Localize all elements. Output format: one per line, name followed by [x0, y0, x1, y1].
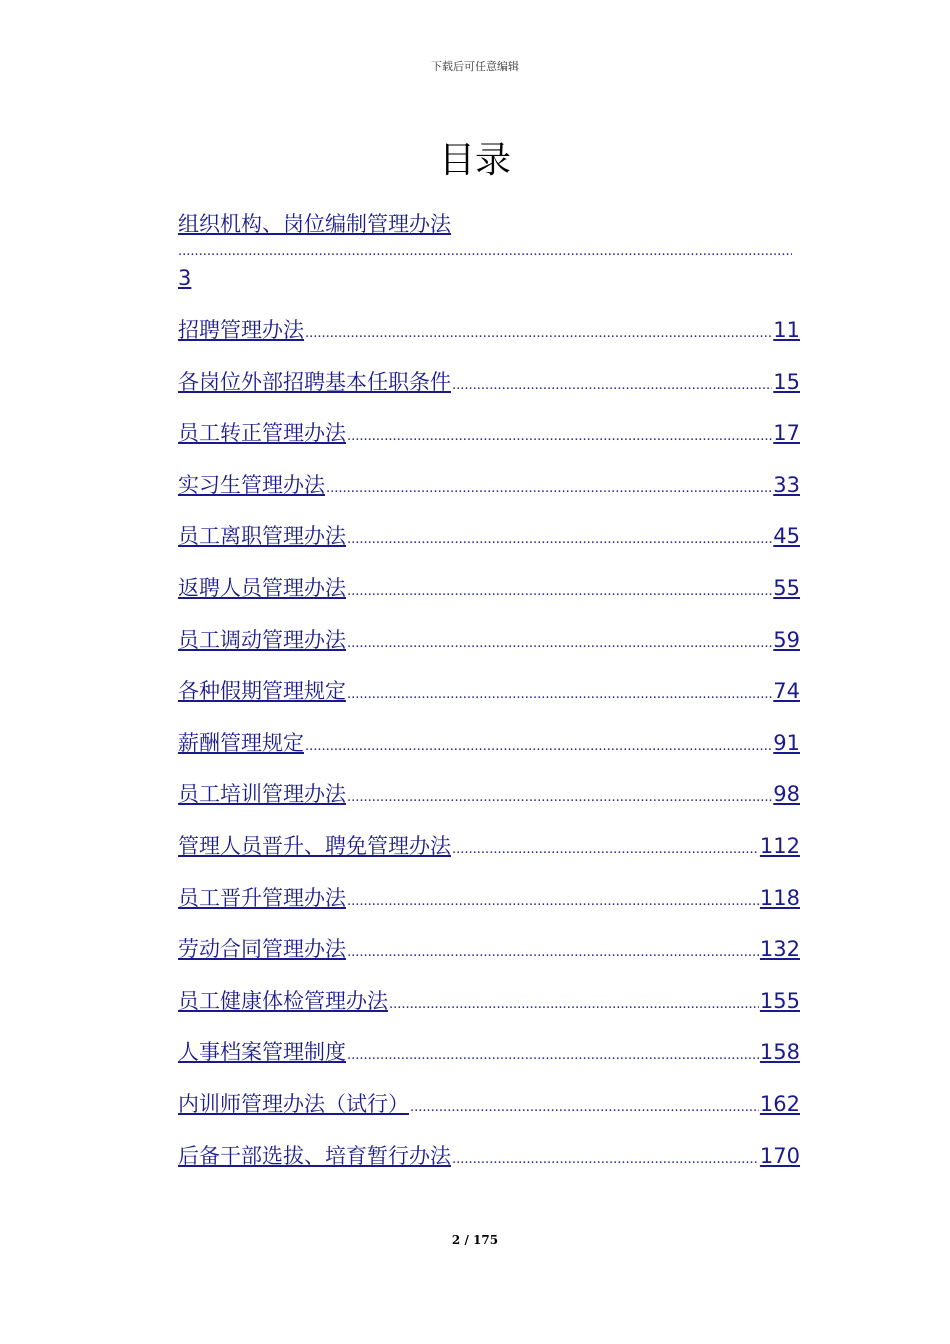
toc-entry-page: 91 [773, 730, 800, 755]
toc-leader-dots [347, 584, 772, 599]
toc-entry-page: 118 [759, 885, 800, 910]
toc-entry-page: 59 [773, 627, 800, 652]
toc-entry-label: 员工转正管理办法 [178, 421, 346, 446]
toc-entry-6[interactable] [178, 572, 800, 624]
toc-leader-dots [305, 326, 772, 341]
toc-entry-17[interactable] [178, 1140, 800, 1192]
toc-entry-page: 33 [773, 472, 800, 497]
toc-entry-page: 155 [759, 988, 800, 1013]
page-title: 目录 [438, 140, 511, 181]
page-header: 下载后可任意编辑 [431, 60, 519, 73]
toc-entry-page: 162 [759, 1091, 800, 1116]
toc-entry-label: 员工培训管理办法 [178, 782, 346, 807]
toc-entry-label: 员工晋升管理办法 [178, 885, 346, 910]
toc-entry-16[interactable] [178, 1088, 800, 1140]
toc-entry-label: 内训师管理办法（试行） [178, 1091, 409, 1116]
toc-leader-dots [347, 532, 772, 547]
toc-entry-2[interactable] [178, 366, 800, 418]
toc-entry-5[interactable] [178, 520, 800, 572]
toc-entry-page: 170 [759, 1143, 800, 1168]
toc-entry-page: 11 [773, 318, 800, 342]
toc-entry-label: 薪酬管理规定 [178, 730, 304, 755]
toc-entry-page: 55 [773, 575, 800, 600]
toc-entry-page: 158 [759, 1040, 800, 1065]
toc-entry-0[interactable] [178, 208, 800, 290]
toc-entry-label: 员工调动管理办法 [178, 627, 346, 652]
toc-entry-label: 实习生管理办法 [178, 472, 325, 497]
toc-leader-dots [347, 636, 772, 651]
toc-leader-dots [347, 894, 759, 909]
toc-entry-label: 返聘人员管理办法 [178, 575, 346, 600]
toc-leader-dots [452, 378, 772, 393]
toc-leader-dots [347, 790, 772, 805]
toc-entry-label: 人事档案管理制度 [178, 1040, 346, 1065]
toc-entry-page: 132 [759, 937, 800, 962]
toc-entry-15[interactable] [178, 1036, 800, 1088]
table-of-contents [178, 208, 800, 1191]
toc-entry-label: 劳动合同管理办法 [178, 937, 346, 962]
toc-entry-1[interactable] [178, 314, 800, 366]
toc-entry-label: 组织机构、岗位编制管理办法 [178, 212, 451, 236]
toc-leader-dots [178, 244, 792, 262]
toc-entry-label: 招聘管理办法 [178, 318, 304, 342]
toc-entry-7[interactable] [178, 624, 800, 676]
toc-leader-dots [452, 842, 759, 857]
toc-entry-page: 74 [773, 679, 800, 704]
toc-leader-dots [410, 1100, 759, 1115]
toc-leader-dots [347, 429, 772, 444]
toc-entry-3[interactable] [178, 417, 800, 469]
page-number: 2 / 175 [451, 1233, 499, 1247]
toc-entry-4[interactable] [178, 469, 800, 521]
toc-entry-label: 员工离职管理办法 [178, 524, 346, 549]
toc-entry-label: 各岗位外部招聘基本任职条件 [178, 369, 451, 394]
toc-leader-dots [347, 1048, 759, 1063]
toc-entry-9[interactable] [178, 727, 800, 779]
toc-entry-page: 15 [773, 369, 800, 394]
toc-entry-page: 112 [759, 833, 800, 858]
toc-leader-dots [389, 997, 759, 1012]
toc-entry-label: 员工健康体检管理办法 [178, 988, 388, 1013]
toc-entry-page: 17 [773, 421, 800, 446]
toc-entry-11[interactable] [178, 830, 800, 882]
toc-leader-dots [347, 945, 759, 960]
toc-leader-dots [305, 739, 772, 754]
toc-entry-label: 管理人员晋升、聘免管理办法 [178, 833, 451, 858]
toc-entry-12[interactable] [178, 882, 800, 934]
toc-entry-10[interactable] [178, 778, 800, 830]
toc-entry-label: 各种假期管理规定 [178, 679, 346, 704]
toc-leader-dots [326, 481, 772, 496]
toc-entry-14[interactable] [178, 985, 800, 1037]
toc-entry-page: 3 [178, 266, 192, 290]
toc-entry-13[interactable] [178, 933, 800, 985]
toc-leader-dots [347, 687, 772, 702]
toc-entry-8[interactable] [178, 675, 800, 727]
toc-entry-label: 后备干部选拔、培育暂行办法 [178, 1143, 451, 1168]
toc-entry-page: 98 [773, 782, 800, 807]
toc-leader-dots [452, 1152, 759, 1167]
toc-entry-page: 45 [773, 524, 800, 549]
